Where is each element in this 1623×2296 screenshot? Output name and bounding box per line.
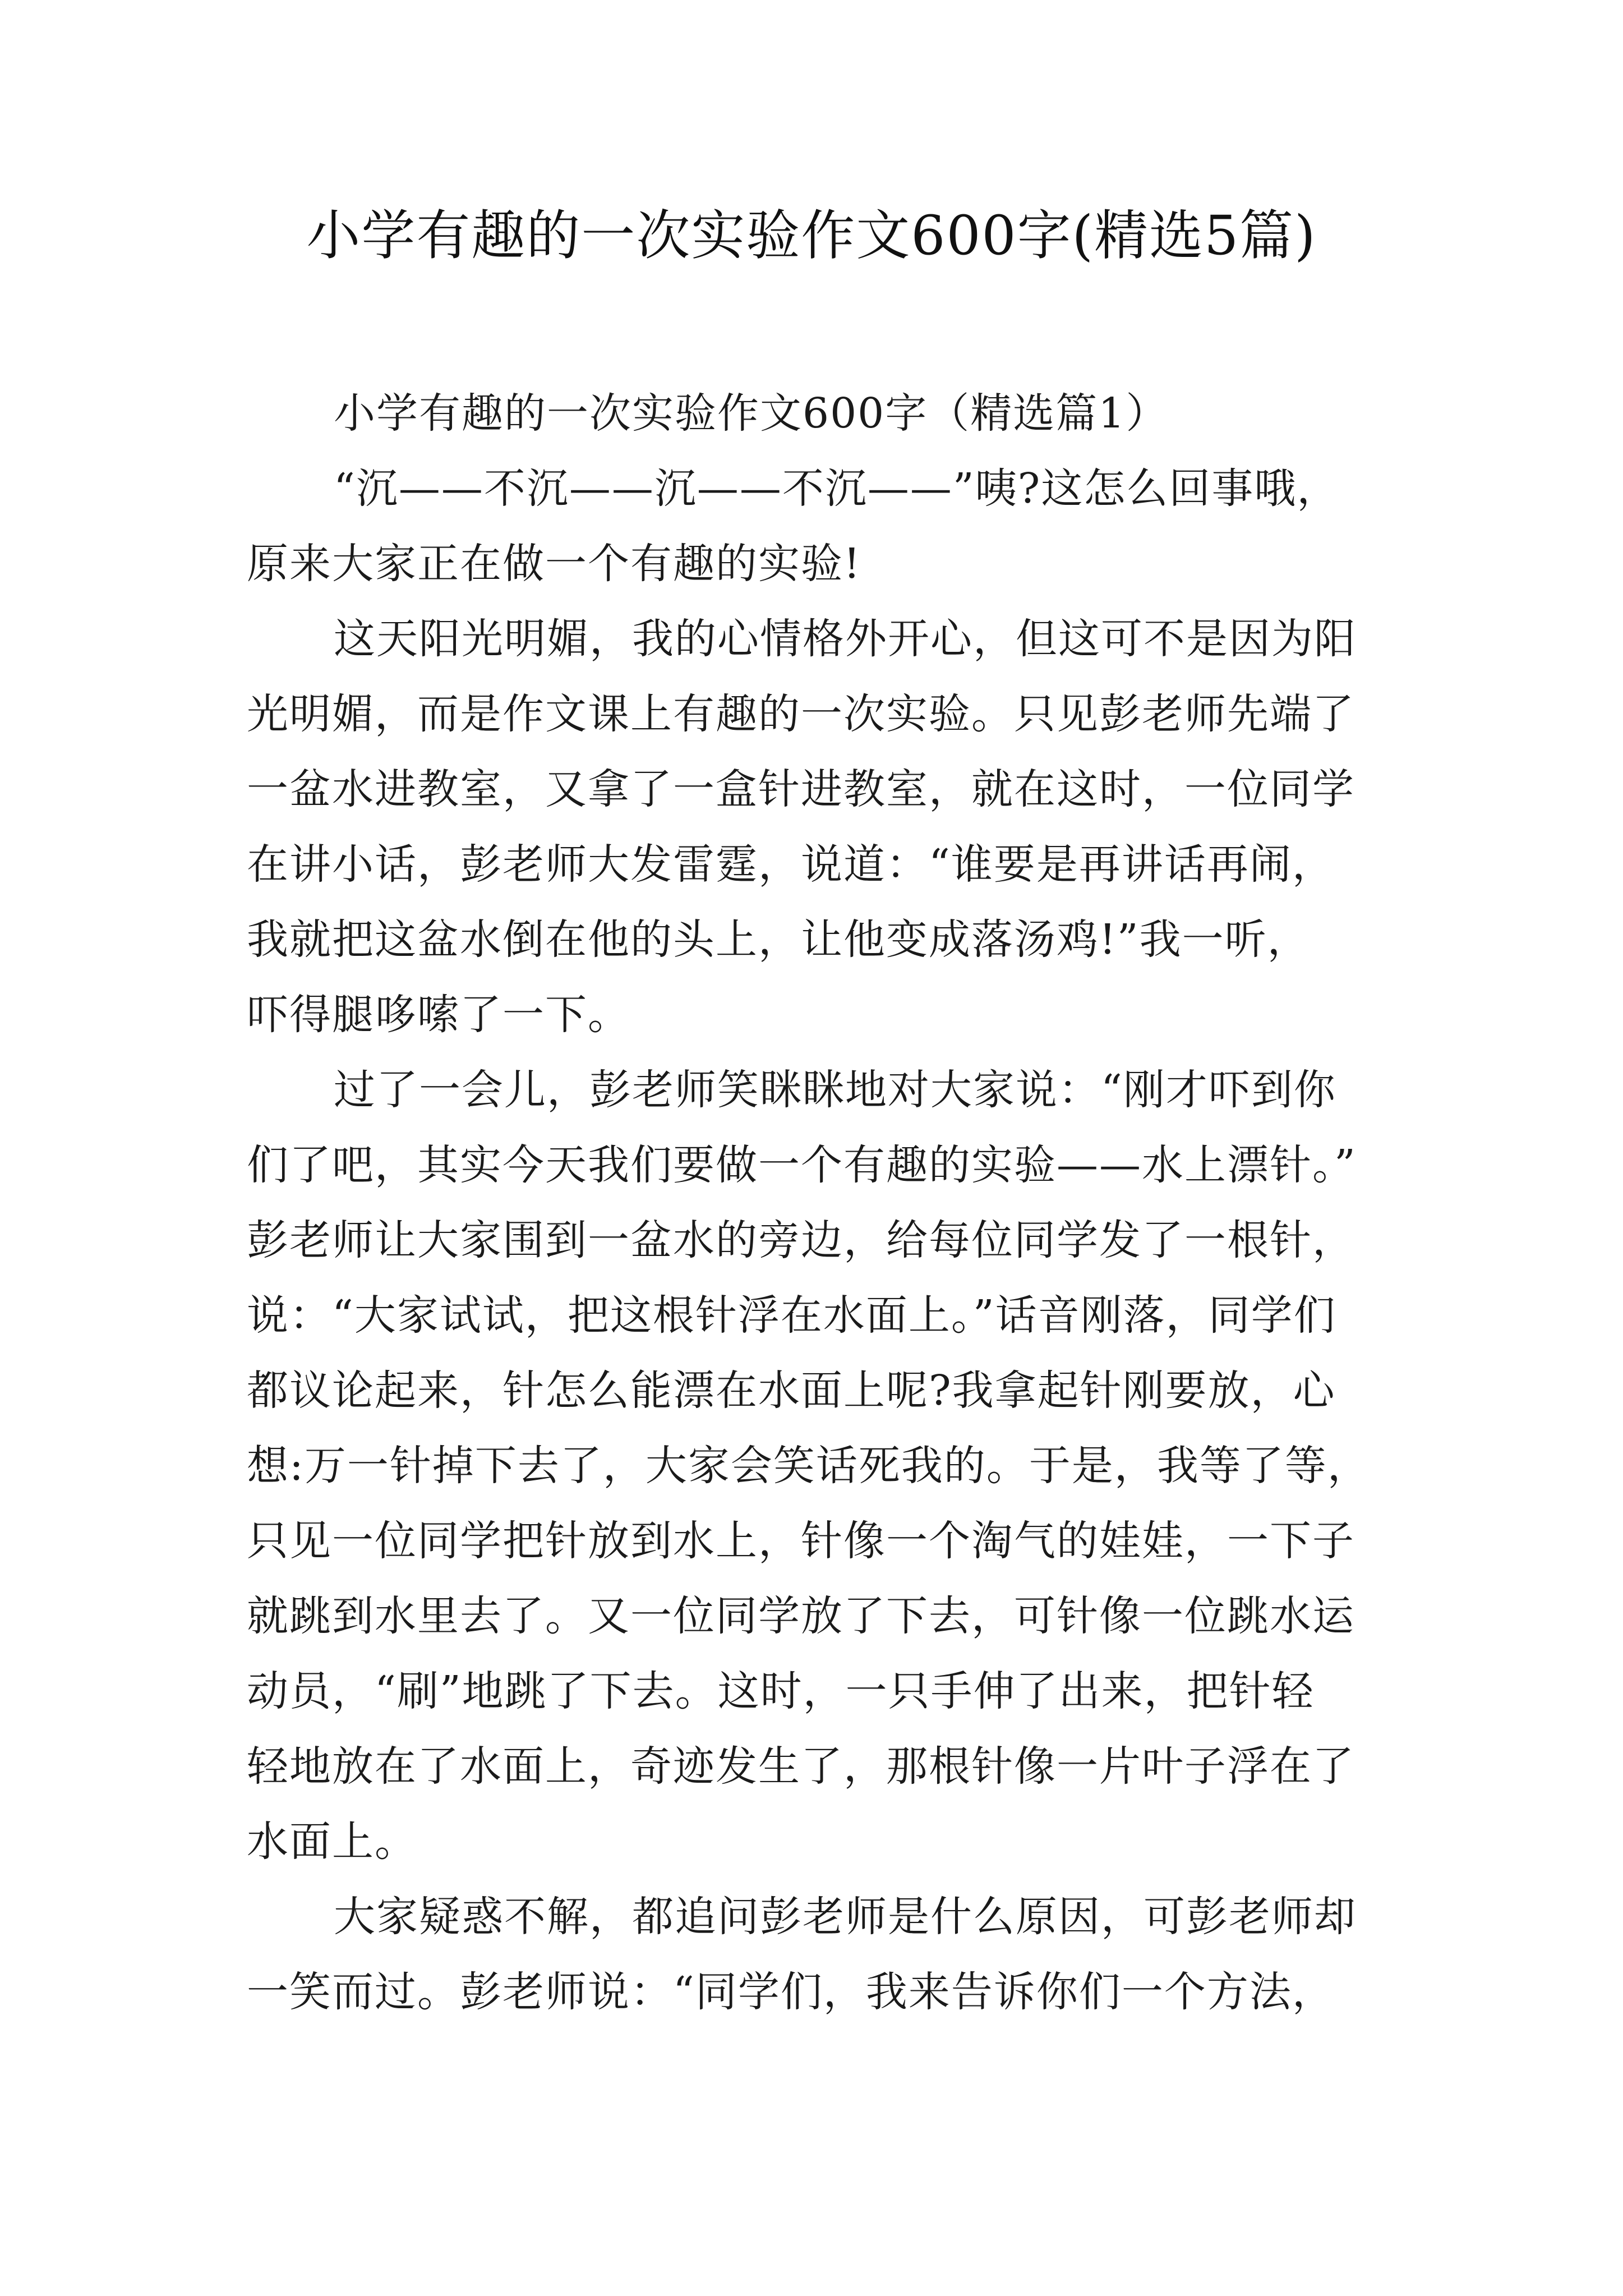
text-line: 想:万一针掉下去了，大家会笑话死我的。于是，我等了等， [247,1442,1370,1490]
text-line: 水面上。 [247,1818,417,1866]
text-line: 只见一位同学把针放到水上，针像一个淘气的娃娃，一下子 [247,1517,1355,1565]
text-line: 吓得腿哆嗦了一下。 [247,991,630,1039]
document-body [247,376,1391,2030]
text-line: 原来大家正在做一个有趣的实验! [247,540,861,588]
text-line: 我就把这盆水倒在他的头上，让他变成落汤鸡!”我一听， [247,915,1310,964]
text-line: 们了吧，其实今天我们要做一个有趣的实验——水上漂针。” [247,1141,1357,1189]
text-line: 都议论起来，针怎么能漂在水面上呢?我拿起针刚要放，心 [247,1366,1336,1415]
text-line: 小学有趣的一次实验作文600字（精选篇1） [334,389,1169,438]
text-line: 在讲小话，彭老师大发雷霆，说道：“谁要是再讲话再闹， [247,840,1335,889]
text-line: 彭老师让大家围到一盆水的旁边，给每位同学发了一根针， [247,1216,1355,1264]
text-line: 大家疑惑不解，都追问彭老师是什么原因，可彭老师却 [334,1893,1357,1941]
text-line: 过了一会儿，彭老师笑眯眯地对大家说：“刚才吓到你 [334,1066,1336,1114]
text-line: 一盆水进教室，又拿了一盒针进教室，就在这时，一位同学 [247,765,1355,813]
text-line: 说：“大家试试，把这根针浮在水面上。”话音刚落，同学们 [247,1291,1336,1340]
text-line: 一笑而过。彭老师说：“同学们，我来告诉你们一个方法， [247,1968,1335,2016]
text-line: 动员，“刷”地跳了下去。这时，一只手伸了出来，把针轻 [247,1667,1315,1715]
text-line: 这天阳光明媚，我的心情格外开心，但这可不是因为阳 [334,615,1357,663]
text-line: 就跳到水里去了。又一位同学放了下去，可针像一位跳水运 [247,1592,1355,1640]
text-line: 光明媚，而是作文课上有趣的一次实验。只见彭老师先端了 [247,690,1355,738]
text-line: “沉——不沉——沉——不沉——”咦?这怎么回事哦， [334,464,1340,513]
text-line: 轻地放在了水面上，奇迹发生了，那根针像一片叶子浮在了 [247,1742,1355,1791]
document-title: 小学有趣的一次实验作文600字(精选5篇) [306,204,1317,267]
